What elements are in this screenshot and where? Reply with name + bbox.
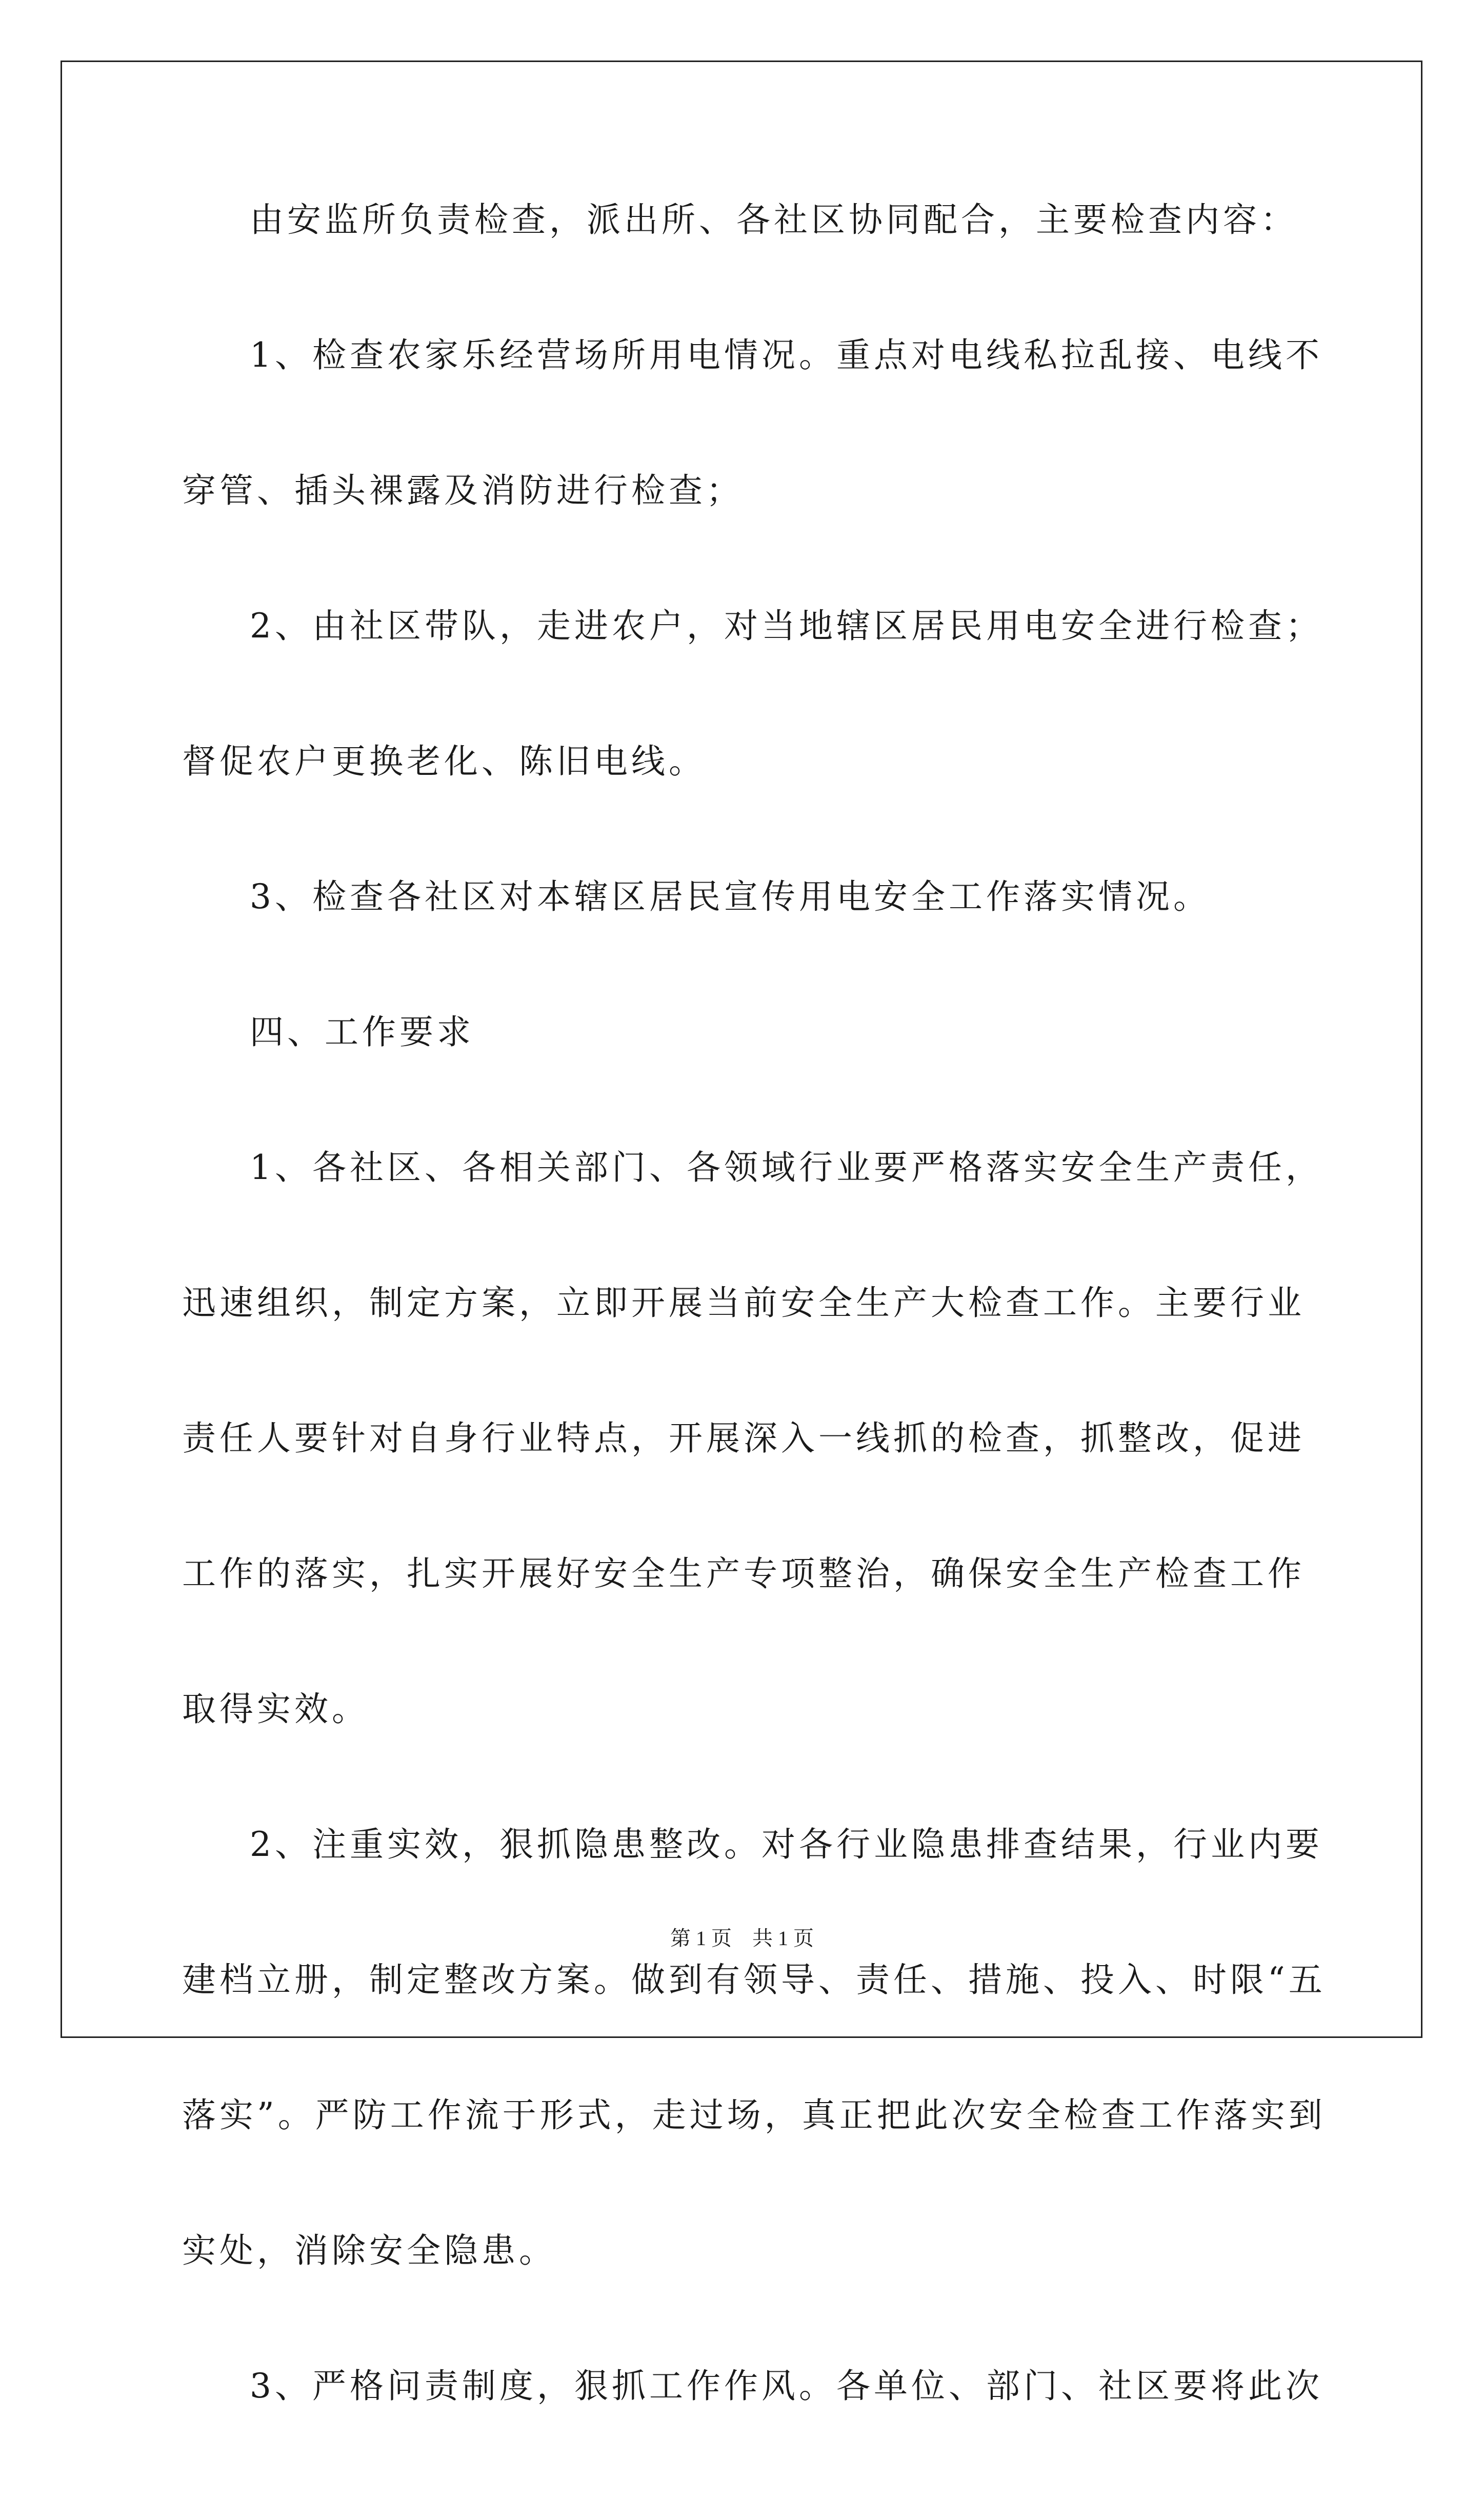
text-line: 穿管、插头裸露及消防进行检查；	[182, 471, 744, 510]
text-line: 1、各社区、各相关部门、各领域行业要严格落实安全生产责任，	[250, 1148, 1323, 1187]
text-line: 取得实效。	[182, 1689, 369, 1729]
text-line: 督促农户更换老化、陈旧电线。	[182, 742, 706, 781]
text-line: 实处，消除安全隐患。	[182, 2231, 556, 2270]
text-line: 责任人要针对自身行业特点，开展深入一线抓的检查，抓整改，促进	[182, 1418, 1305, 1458]
text-line: 落实”。严防工作流于形式，走过场，真正把此次安全检查工作落实到	[182, 2095, 1326, 2135]
document-body	[182, 197, 1326, 2499]
text-line: 2、由社区带队，走进农户，对当地辖区居民用电安全进行检查；	[250, 606, 1323, 646]
page-number-footer: 第 1 页 共 1 页	[670, 1927, 814, 1950]
text-line: 1、检查农家乐经营场所用电情况。重点对电线私拉乱接、电线不	[250, 335, 1323, 375]
text-line: 迅速组织，制定方案，立即开展当前安全生产大检查工作。主要行业	[182, 1283, 1305, 1323]
text-line: 工作的落实，扎实开展好安全生产专项整治，确保安全生产检查工作	[182, 1554, 1305, 1593]
text-line: 建档立册，制定整改方案。做到有领导、责任、措施、投入、时限“五	[182, 1960, 1326, 2000]
text-line: 由安监所负责检查，派出所、各社区协同配合，主要检查内容：	[250, 200, 1298, 239]
text-line: 2、注重实效，狠抓隐患整改。对各行业隐患排查结果，行业内要	[250, 1825, 1323, 1864]
text-line: 3、检查各社区对本辖区居民宣传用电安全工作落实情况。	[250, 877, 1211, 916]
text-line: 3、严格问责制度，狠抓工作作风。各单位、部门、社区要将此次	[250, 2366, 1323, 2406]
section-heading: 四、工作要求	[250, 1012, 474, 1052]
